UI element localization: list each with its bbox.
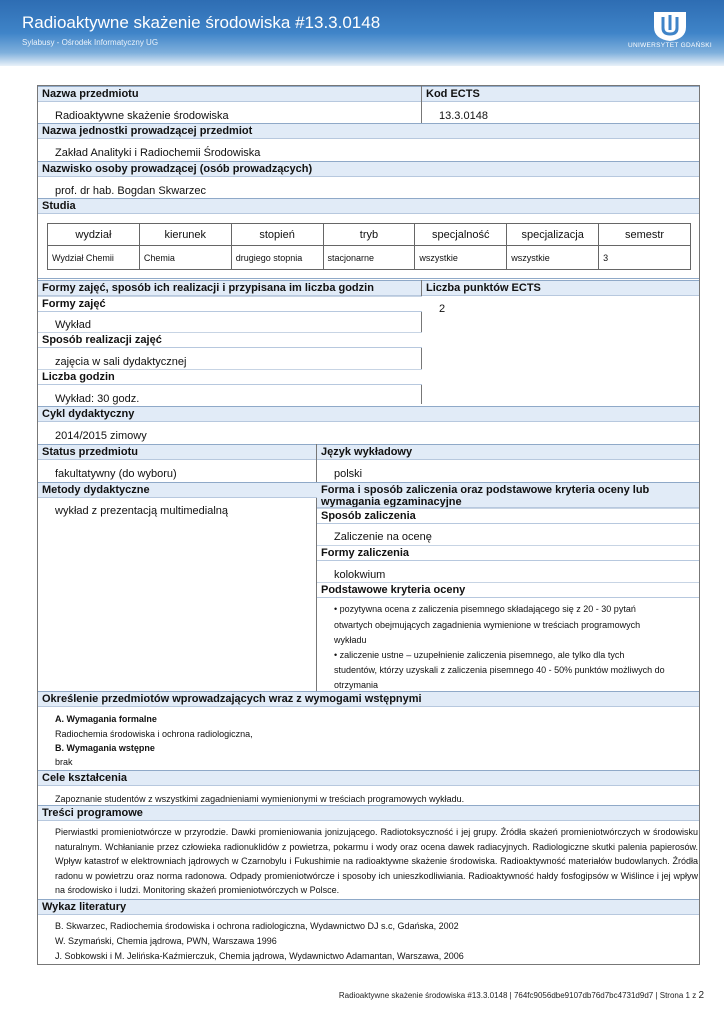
assessment-header: Forma i sposób zaliczenia oraz podstawowe kryteria oceny lub wymagania egzaminacyjne [317,482,700,508]
assessment-method-value: Zaliczenie na ocenę [334,531,432,543]
hours-label: Liczba godzin [38,369,422,385]
studies-table [47,223,691,270]
table-cell: wszystkie [507,246,599,270]
literature-item: W. Szymański, Chemia jądrowa, PWN, Warszawa 1996 [55,936,277,946]
criteria-line: wykładu [334,635,367,645]
ects-code-label: Kod ECTS [422,86,700,102]
table-cell: wszystkie [415,246,507,270]
literature-label: Wykaz literatury [38,899,700,915]
subject-name-label: Nazwa przedmiotu [38,86,422,102]
unit-label: Nazwa jednostki prowadzącej przedmiot [38,123,700,139]
page-subtitle: Sylabusy - Ośrodek Informatyczny UG [22,38,159,47]
table-header-cell: specjalizacja [507,224,599,246]
ects-points-label: Liczba punktów ECTS [422,280,700,296]
assessment-method-label: Sposób zaliczenia [317,508,700,524]
table-cell: Wydział Chemii [48,246,140,270]
divider [38,278,700,279]
table-row [48,246,691,270]
class-forms-value: Wykład [55,319,91,331]
criteria-line: • pozytywna ocena z zaliczenia pisemnego składającego się z 20 - 30 pytań [334,604,636,614]
table-cell: stacjonarne [323,246,415,270]
table-cell: drugiego stopnia [231,246,323,270]
status-label: Status przedmiotu [38,444,317,460]
initial-requirements-value: brak [55,757,73,767]
table-header-cell: tryb [323,224,415,246]
table-cell: 3 [599,246,691,270]
initial-requirements-title: B. Wymagania wstępne [55,743,155,753]
university-logo-icon [628,8,712,42]
language-value: polski [334,468,363,480]
learning-goals-value: Zapoznanie studentów z wszystkimi zagadnieniami wymienionymi w treściach programowych wykładu. [55,794,465,804]
literature-item: B. Skwarzec, Radiochemia środowiska i ochrona radiologiczna, Wydawnictwo DJ s.c, Gdańska, 2002 [55,921,459,931]
lecturer-value: prof. dr hab. Bogdan Skwarzec [55,185,207,197]
teaching-methods-label: Metody dydaktyczne [38,482,317,498]
university-logo [628,8,712,52]
footer-text: Radioaktywne skażenie środowiska #13.3.0148 | 764fc9056dbe9107db76d7bc4731d9d7 | Strona 1 z [338,991,697,1000]
hours-value: Wykład: 30 godz. [55,393,140,405]
ects-code-value: 13.3.0148 [439,110,488,122]
studies-label: Studia [38,198,700,214]
footer-page-total: 2 [698,990,704,1001]
assessment-forms-label: Formy zaliczenia [317,545,700,561]
delivery-method-value: zajęcia w sali dydaktycznej [55,356,187,368]
table-header-cell: kierunek [139,224,231,246]
language-label: Język wykładowy [317,444,700,460]
subject-name-value: Radioaktywne skażenie środowiska [55,110,229,122]
delivery-method-label: Sposób realizacji zajęć [38,332,422,348]
university-name: UNIWERSYTET GDAŃSKI [628,42,712,49]
criteria-line: otwartych obejmujących zagadnienia wymienione w treściach programowych [334,620,641,630]
cycle-label: Cykl dydaktyczny [38,406,700,422]
table-header-cell: specjalność [415,224,507,246]
ects-points-value: 2 [439,303,446,315]
program-content-label: Treści programowe [38,805,700,821]
status-value: fakultatywny (do wyboru) [55,468,177,480]
table-header-cell: wydział [48,224,140,246]
literature-item: J. Sobkowski i M. Jelińska-Kaźmierczuk, Chemia jądrowa, Wydawnictwo Adamantan, Warszawa, 2006 [55,951,464,961]
lecturer-label: Nazwisko osoby prowadzącej (osób prowadzących) [38,161,700,177]
assessment-forms-value: kolokwium [334,569,386,581]
page-footer [0,990,704,1001]
table-header-cell: semestr [599,224,691,246]
cycle-value: 2014/2015 zimowy [55,430,147,442]
formal-requirements-value: Radiochemia środowiska i ochrona radiologiczna, [55,729,253,739]
syllabus-form [37,85,700,965]
prerequisites-label: Określenie przedmiotów wprowadzających wraz z wymogami wstępnymi [38,691,700,707]
criteria-line: studentów, którzy uzyskali z zaliczenia pisemnego 40 - 50% punktów możliwych do [334,665,665,675]
program-content-value: Pierwiastki promieniotwórcze w przyrodzie. Dawki promieniowania jonizującego. Radiotoksyczność i jej grupy. Źródła skażeń promieniotwórczych w środowisku naturalnym. Wchłanianie przez człowieka radionuklidów z powietrza, pokarmu i wody oraz ocena dawek radiacyjnych. Radiologiczne skutki palenia papierosów. Wpływ katastrof w elektrowniach jądrowych w Czarnobylu i Fukushimie na radioaktywne skażenie środowiska. Radioaktywność materiałów budowlanych. Źródła radonu w powietrzu oraz norma radonowa. Odpady promieniotwórcze i sposoby ich unieszkodliwiania. Radioaktywność hałdy fosfogipsów w Wiślince i jej wpływ na środowisko i ludzi. Monitoring skażeń promieniotwórczych w Polsce. [55,827,698,896]
page-header [0,0,724,66]
teaching-methods-value: wykład z prezentacją multimedialną [55,505,229,517]
divider [421,86,422,123]
criteria-label: Podstawowe kryteria oceny [317,582,700,598]
classes-forms-header: Formy zajęć, sposób ich realizacji i przypisana im liczba godzin [38,280,422,296]
table-header-row [48,224,691,246]
formal-requirements-title: A. Wymagania formalne [55,714,157,724]
criteria-line: otrzymania [334,680,379,690]
class-forms-label: Formy zajęć [38,296,422,312]
learning-goals-label: Cele kształcenia [38,770,700,786]
unit-value: Zakład Analityki i Radiochemii Środowiska [55,147,261,159]
criteria-line: • zaliczenie ustne – uzupełnienie zaliczenia pisemnego, ale tylko dla tych [334,650,625,660]
table-cell: Chemia [139,246,231,270]
table-header-cell: stopień [231,224,323,246]
page-title: Radioaktywne skażenie środowiska #13.3.0148 [22,13,381,32]
